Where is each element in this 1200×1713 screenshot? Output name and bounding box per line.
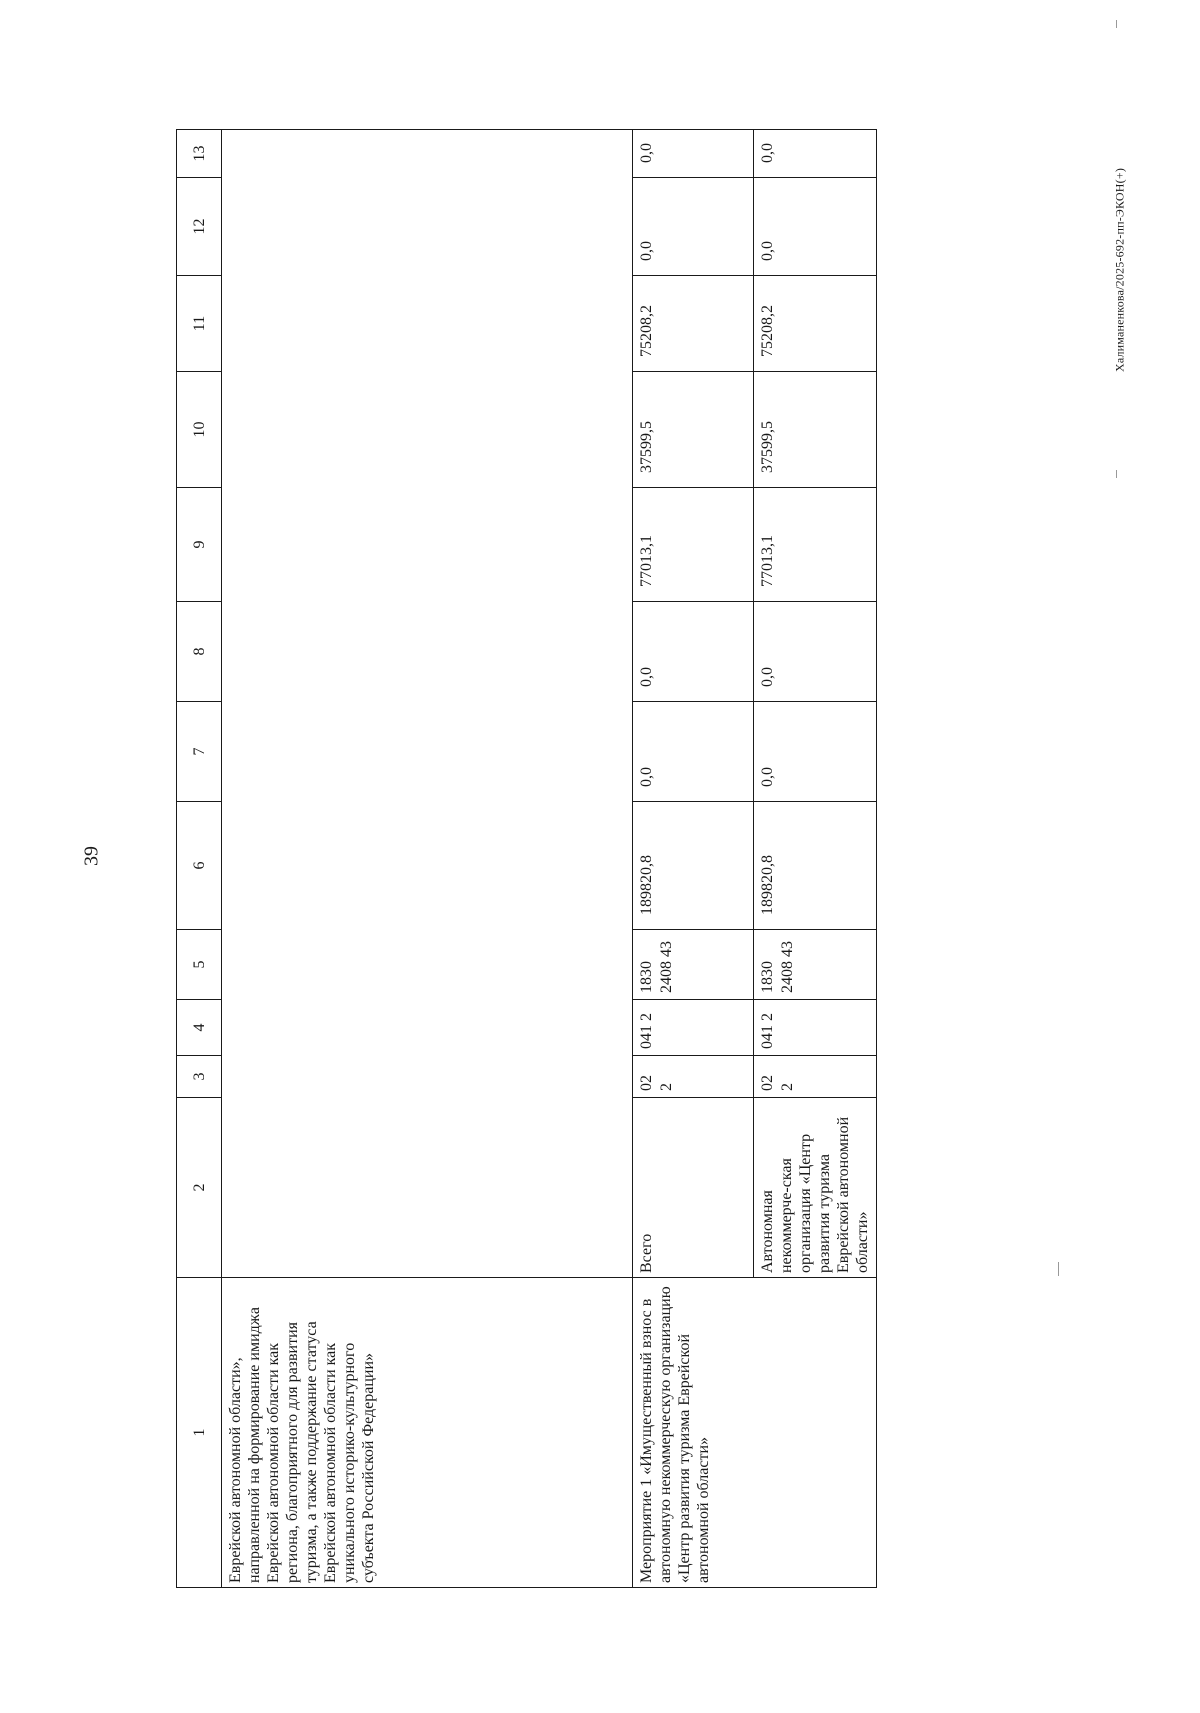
value-cell: 0,0 <box>633 130 754 178</box>
value-cell: 189820,8 <box>633 802 754 930</box>
program-description-cell: Еврейской автономной области», направленной на формирование имиджа Еврейской автономной области как региона, благоприятного для развития туризма, а также поддержание статуса Еврейской автономной области как уникального историко-культурного субъекта Российской Федерации» <box>222 1278 633 1588</box>
grbs-code-cell: 02 2 <box>633 1056 754 1098</box>
value-cell: 0,0 <box>754 602 877 702</box>
header-cell: 8 <box>177 602 222 702</box>
value-cell: 0,0 <box>754 178 877 276</box>
header-cell: 6 <box>177 802 222 930</box>
grbs-code-cell: 02 2 <box>754 1056 877 1098</box>
target-article-cell: 1830 2408 43 <box>633 930 754 1000</box>
header-cell: 4 <box>177 1000 222 1056</box>
document-registration-note: Халиманенкова/2025-692-пп-ЭКОН(+) <box>1112 167 1127 373</box>
header-cell: 2 <box>177 1098 222 1278</box>
scan-mark <box>1116 470 1117 478</box>
empty-cell <box>222 130 633 1278</box>
scan-mark <box>1116 20 1117 28</box>
header-cell: 11 <box>177 276 222 372</box>
value-cell: 0,0 <box>633 602 754 702</box>
value-cell: 37599,5 <box>754 372 877 488</box>
header-row <box>177 130 222 1588</box>
page-number: 39 <box>80 846 103 866</box>
budget-table <box>176 129 877 1588</box>
value-cell: 77013,1 <box>754 488 877 602</box>
header-cell: 13 <box>177 130 222 178</box>
section-code-cell: 041 2 <box>754 1000 877 1056</box>
rotated-table-container <box>176 130 1016 1588</box>
value-cell: 0,0 <box>633 178 754 276</box>
executor-cell: Всего <box>633 1098 754 1278</box>
header-cell: 10 <box>177 372 222 488</box>
header-cell: 7 <box>177 702 222 802</box>
header-cell: 5 <box>177 930 222 1000</box>
value-cell: 0,0 <box>633 702 754 802</box>
table-row <box>633 130 754 1588</box>
section-code-cell: 041 2 <box>633 1000 754 1056</box>
header-cell: 3 <box>177 1056 222 1098</box>
value-cell: 37599,5 <box>633 372 754 488</box>
value-cell: 75208,2 <box>633 276 754 372</box>
executor-cell: Автономная некоммерче-ская организация «Центр развития туризма Еврейской автономной области» <box>754 1098 877 1278</box>
value-cell: 0,0 <box>754 130 877 178</box>
activity-name-cell: Мероприятие 1 «Имущественный взнос в автономную некоммерческую организацию «Центр развития туризма Еврейской автономной области» <box>633 1278 877 1588</box>
value-cell: 189820,8 <box>754 802 877 930</box>
header-cell: 1 <box>177 1278 222 1588</box>
value-cell: 77013,1 <box>633 488 754 602</box>
scan-mark <box>1058 1262 1059 1276</box>
value-cell: 75208,2 <box>754 276 877 372</box>
header-cell: 9 <box>177 488 222 602</box>
value-cell: 0,0 <box>754 702 877 802</box>
table-row <box>222 130 633 1588</box>
header-cell: 12 <box>177 178 222 276</box>
target-article-cell: 1830 2408 43 <box>754 930 877 1000</box>
